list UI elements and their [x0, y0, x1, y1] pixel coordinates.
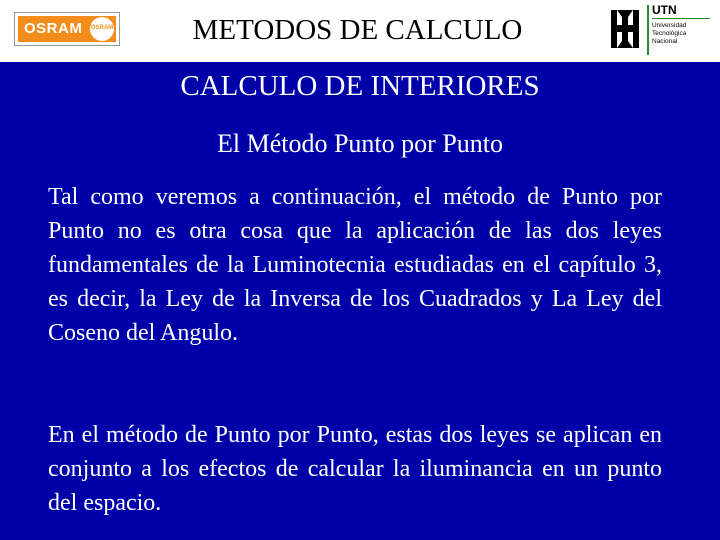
utn-underline [652, 18, 710, 19]
paragraph-intro: Tal como veremos a continuación, el método de Punto por Punto no es otra cosa que la aplicación de las dos leyes fundamentales de la Luminotecnia estudiadas en el capítulo 3, es decir, la Ley de la Inversa de los Cuadrados y La Ley del Coseno del Angulo. [48, 184, 662, 346]
utn-divider [647, 5, 649, 55]
utn-line-2: Tecnológica [652, 30, 687, 37]
method-title: El Método Punto por Punto [216, 129, 503, 158]
utn-name: UTN [652, 3, 677, 17]
header-bar [0, 0, 720, 62]
utn-line-1: Universidad [652, 22, 687, 29]
osram-bulb-icon [90, 17, 114, 41]
paragraph-application: En el método de Punto por Punto, estas dos leyes se aplican en conjunto a los efectos de calcular la iluminancia en un punto del espacio. [48, 422, 662, 516]
osram-logo [14, 12, 120, 46]
osram-logo-background [18, 16, 116, 42]
osram-logo-text: OSRAM [24, 20, 83, 37]
utn-line-3: Nacional [652, 38, 678, 45]
osram-bulb-label: OSRAM [90, 25, 114, 31]
slide-subtitle: CALCULO DE INTERIORES [180, 70, 540, 102]
utn-emblem-icon [608, 7, 642, 51]
page-title: METODOS DE CALCULO [192, 14, 523, 46]
utn-logo [608, 3, 714, 55]
